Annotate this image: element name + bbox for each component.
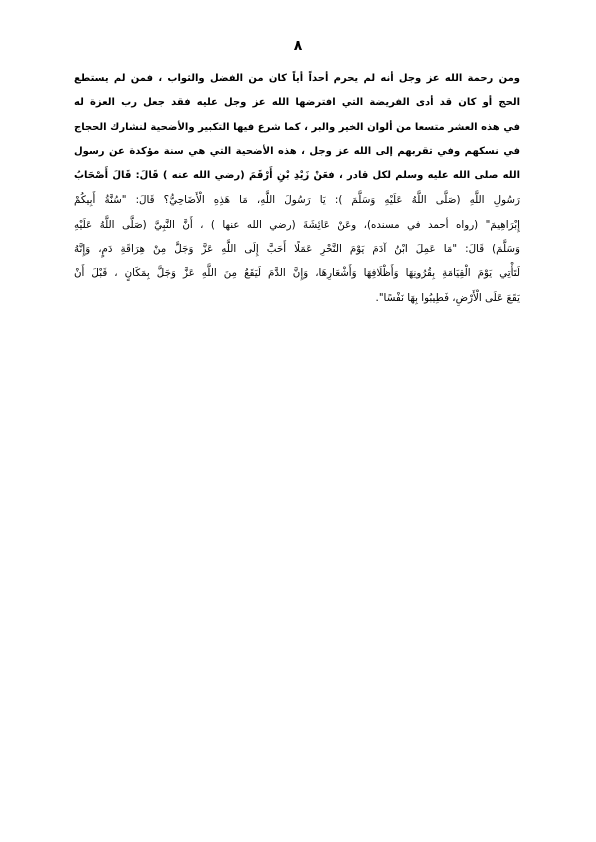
text-line: ومن رحمة الله عز وجل أنه لم يحرم أحداً أياً كان من الفضل والثواب ، فمن لم يستطع bbox=[74, 73, 520, 84]
text-line: لَتَأْتِي يَوْمَ الْقِيَامَةِ بِقُرُونِهَا وَأَظْلَافِهَا وَأَشْعَارِهَا، وَإِنَّ الدَّمَ لَيَقَعُ مِنَ اللَّهِ عَزَّ وَجَلَّ بِمَكَانٍ ، قَبْلَ أَنْ bbox=[74, 267, 520, 280]
body-paragraph bbox=[74, 67, 520, 310]
text-line: إِبْرَاهِيمَ" (رواه أحمد في مسنده)، وعَنْ عَائِشَةَ (رضي الله عنها ) ، أَنَّ النَّبِيَّ (صَلَّى اللَّهُ عَلَيْهِ bbox=[74, 218, 520, 231]
text-line: في نسكهم وفي تقربهم إلى الله عز وجل ، هذه الأضحية التي هي سنة مؤكدة عن رسول bbox=[74, 145, 520, 157]
text-line: الله صلى الله عليه وسلم لكل قادر ، فعَنْ زَيْدِ بْنِ أَرْقَمَ (رضي الله عنه ) قَالَ: قَالَ أَصْحَابُ bbox=[74, 170, 520, 182]
text-line: وَسَلَّمَ) قَالَ: "مَا عَمِلَ ابْنُ آدَمَ يَوْمَ النَّحْرِ عَمَلًا أَحَبَّ إِلَى اللَّهِ عَزَّ وَجَلَّ مِنْ هِرَاقَةِ دَمٍ، وَإِنَّهُ bbox=[74, 243, 520, 256]
text-line: الحج أو كان قد أدى الفريضة التي افترضها الله عز وجل عليه فقد جعل رب العزة له bbox=[74, 97, 520, 109]
text-line: رَسُولِ اللَّهِ (صَلَّى اللَّهُ عَلَيْهِ وَسَلَّمَ ): يَا رَسُولَ اللَّهِ، مَا هَذِهِ الْأَضَاحِيُّ؟ قَالَ: "سُنَّةُ أَبِيكُمْ bbox=[74, 194, 520, 207]
page-number: ٨ bbox=[293, 38, 303, 54]
text-line: في هذه العشر متسعا من ألوان الخير والبر ، كما شرع فيها التكبير والأضحية لنشارك الحجاج bbox=[74, 121, 520, 133]
text-line: يَقَعَ عَلَى الْأَرْضِ، فَطِيبُوا بِهَا نَفْسًا". bbox=[375, 291, 520, 304]
